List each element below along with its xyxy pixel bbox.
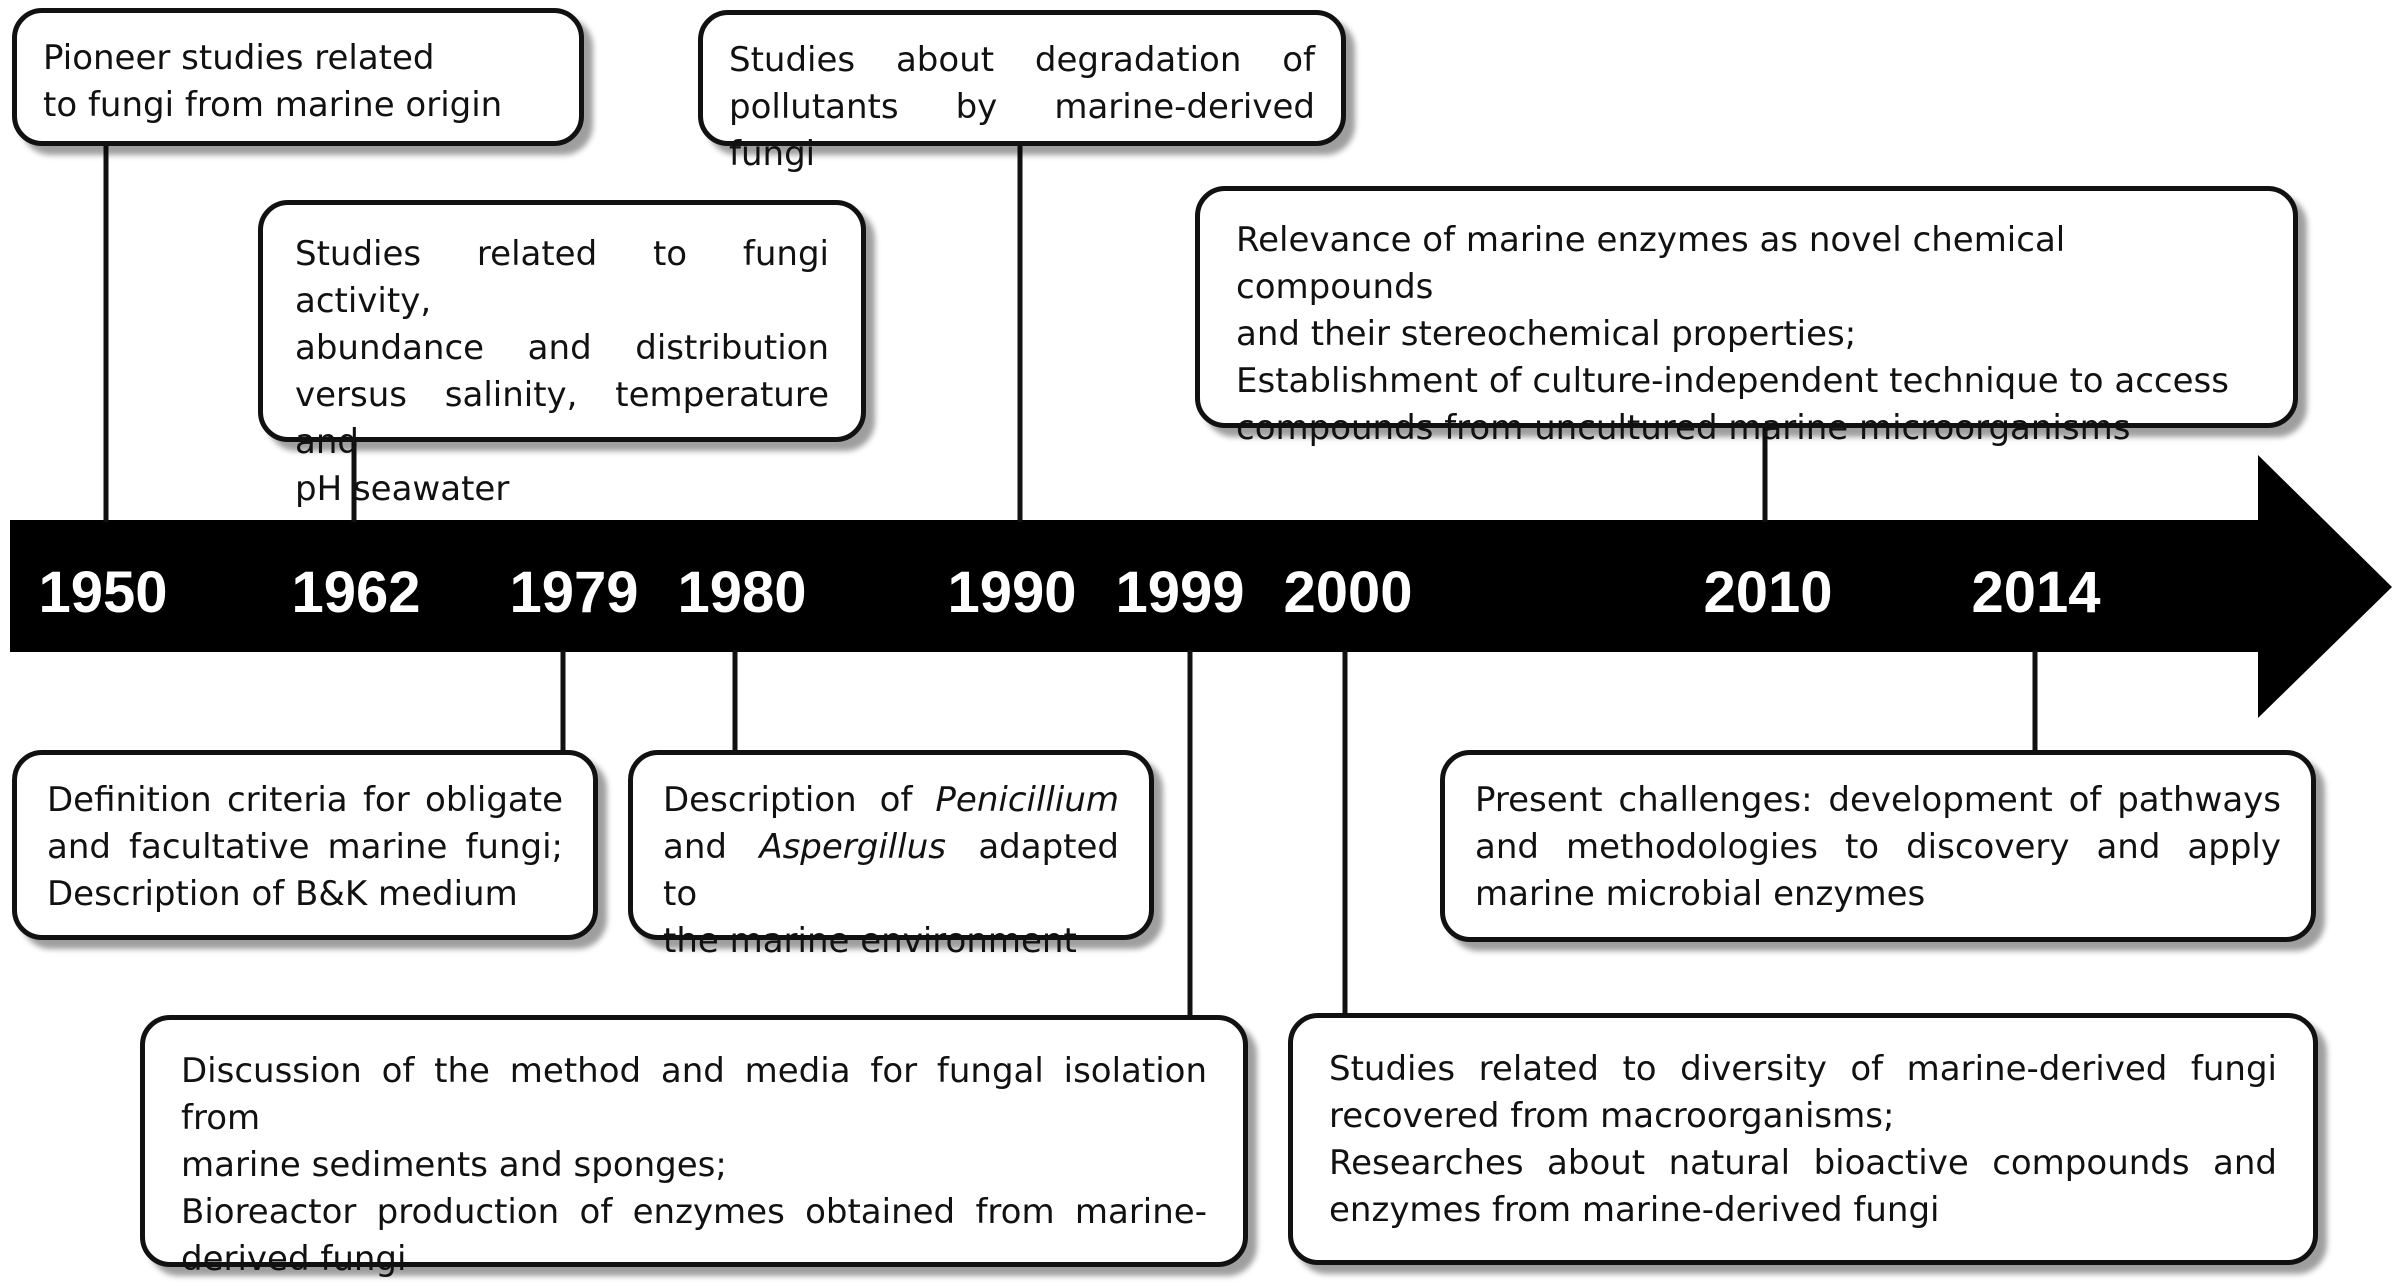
event-1962-line-3: versus salinity, temperature and — [295, 375, 829, 462]
event-box-1999 — [140, 1015, 1248, 1279]
event-box-2010 — [1195, 186, 2298, 448]
year-label-1950: 1950 — [38, 560, 168, 625]
event-2010-line-1: Relevance of marine enzymes as novel chemical compounds — [1236, 220, 2066, 307]
event-1962-line-1: Studies related to fungi activity, — [295, 234, 829, 321]
event-1980-line-2-text: and — [663, 827, 727, 867]
event-1980-genus-penicillium: Penicillium — [935, 780, 1119, 820]
event-box-1979 — [12, 750, 598, 940]
year-label-1979: 1979 — [509, 560, 639, 625]
year-label-2010: 2010 — [1703, 560, 1833, 625]
event-2010-line-2: and their stereochemical properties; — [1236, 314, 1857, 354]
event-box-1950 — [12, 8, 584, 146]
event-2014-line-2: and methodologies to discovery and apply — [1475, 827, 2281, 867]
event-1999-line-4: derived fungi — [181, 1239, 407, 1279]
event-2000-line-4: enzymes from marine-derived fungi — [1329, 1190, 1940, 1230]
event-1979-line-2: and facultative marine fungi; — [47, 827, 563, 867]
event-1979-line-1: Definition criteria for obligate — [47, 780, 563, 820]
event-1950-line-1: Pioneer studies related — [43, 38, 435, 78]
event-1999-line-1: Discussion of the method and media for fungal isolation from — [181, 1051, 1207, 1138]
event-box-1962 — [258, 200, 866, 509]
event-1980-genus-aspergillus: Aspergillus — [759, 827, 946, 867]
event-1979-line-3: Description of B&K medium — [47, 874, 518, 914]
event-2014-line-1: Present challenges: development of pathways — [1475, 780, 2281, 820]
event-1999-line-3: Bioreactor production of enzymes obtained from marine- — [181, 1192, 1207, 1232]
year-label-1980: 1980 — [677, 560, 807, 625]
event-1962-line-4: pH seawater — [295, 469, 510, 509]
event-1980-line-3: the marine environment — [663, 921, 1077, 961]
event-1980-line-1-text: Description of — [663, 780, 913, 820]
event-2010-line-4: compounds from uncultured marine microorganisms — [1236, 408, 2131, 448]
event-1950-line-2: to fungi from marine origin — [43, 85, 503, 125]
year-label-2014: 2014 — [1971, 560, 2101, 625]
event-1980-line-1 — [663, 777, 1119, 824]
event-1990-line-1: Studies about degradation of — [729, 40, 1315, 80]
event-1999-line-2: marine sediments and sponges; — [181, 1145, 727, 1185]
event-2014-line-3: marine microbial enzymes — [1475, 874, 1926, 914]
event-1962-line-2: abundance and distribution — [295, 328, 829, 368]
event-1990-line-2: pollutants by marine-derived fungi — [729, 87, 1315, 174]
event-2000-line-3: Researches about natural bioactive compounds and — [1329, 1143, 2277, 1183]
event-1980-line-2-suffix: adapted to — [663, 827, 1119, 914]
year-label-2000: 2000 — [1283, 560, 1413, 625]
event-box-2000 — [1288, 1013, 2318, 1265]
event-2000-line-2: recovered from macroorganisms; — [1329, 1096, 1895, 1136]
year-label-1962: 1962 — [291, 560, 421, 625]
year-label-1999: 1999 — [1115, 560, 1245, 625]
event-box-1980 — [628, 750, 1154, 961]
event-box-1990 — [698, 10, 1346, 174]
year-label-1990: 1990 — [947, 560, 1077, 625]
event-2010-line-3: Establishment of culture-independent technique to access — [1236, 361, 2229, 401]
event-box-2014 — [1440, 750, 2316, 942]
event-1980-line-2 — [663, 824, 1119, 918]
event-2000-line-1: Studies related to diversity of marine-derived fungi — [1329, 1049, 2277, 1089]
